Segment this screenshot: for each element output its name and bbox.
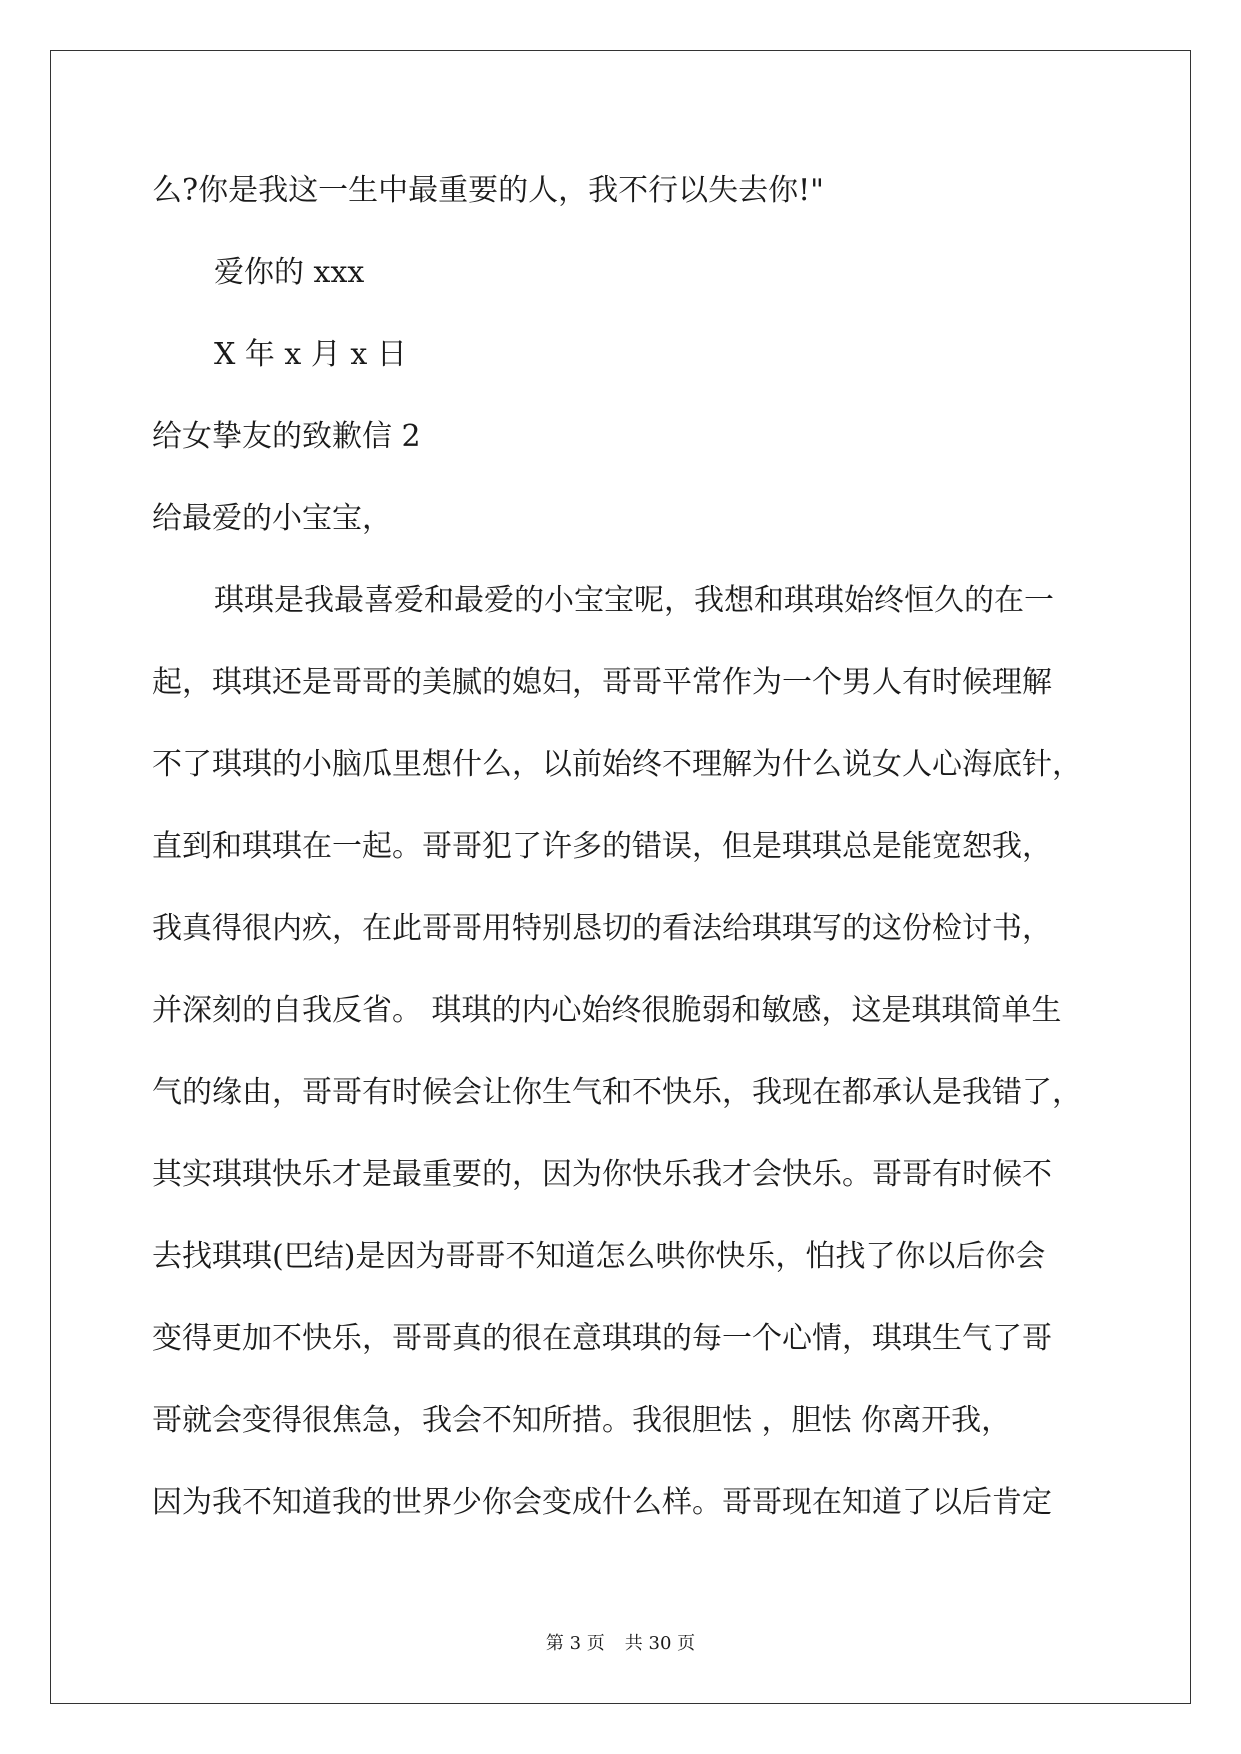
text-line: 并深刻的自我反省。 琪琪的内心始终很脆弱和敏感，这是琪琪简单生 [152, 993, 1062, 1028]
text-line: 么?你是我这一生中最重要的人，我不行以失去你!" [152, 173, 824, 208]
text-line: 我真得很内疚，在此哥哥用特别恳切的看法给琪琪写的这份检讨书， [152, 911, 1052, 946]
text-line: 起，琪琪还是哥哥的美腻的媳妇，哥哥平常作为一个男人有时候理解 [152, 665, 1052, 700]
page-total: 共 30 页 [624, 1633, 696, 1654]
text-line: 去找琪琪(巴结)是因为哥哥不知道怎么哄你快乐，怕找了你以后你会 [152, 1239, 1046, 1274]
text-line: 其实琪琪快乐才是最重要的，因为你快乐我才会快乐。哥哥有时候不 [152, 1157, 1052, 1192]
text-line: 哥就会变得很焦急，我会不知所措。我很胆怯 ，胆怯 你离开我， [152, 1403, 1012, 1438]
signature-line: 爱你的 xxx [214, 255, 365, 290]
document-body [152, 150, 1092, 1544]
text-line: 气的缘由，哥哥有时候会让你生气和不快乐，我现在都承认是我错了， [152, 1075, 1082, 1110]
salutation-line: 给最爱的小宝宝， [152, 501, 392, 536]
text-line: 因为我不知道我的世界少你会变成什么样。哥哥现在知道了以后肯定 [152, 1485, 1052, 1520]
section-heading: 给女挚友的致歉信 2 [152, 419, 421, 454]
page-number: 第 3 页 [545, 1633, 605, 1654]
text-line: 不了琪琪的小脑瓜里想什么，以前始终不理解为什么说女人心海底针， [152, 747, 1082, 782]
paragraph-first-line: 琪琪是我最喜爱和最爱的小宝宝呢，我想和琪琪始终恒久的在一 [214, 583, 1054, 618]
text-line: 变得更加不快乐，哥哥真的很在意琪琪的每一个心情，琪琪生气了哥 [152, 1321, 1052, 1356]
date-line: X 年 x 月 x 日 [214, 337, 407, 372]
page-footer [0, 1629, 1241, 1659]
text-line: 直到和琪琪在一起。哥哥犯了许多的错误，但是琪琪总是能宽恕我， [152, 829, 1052, 864]
